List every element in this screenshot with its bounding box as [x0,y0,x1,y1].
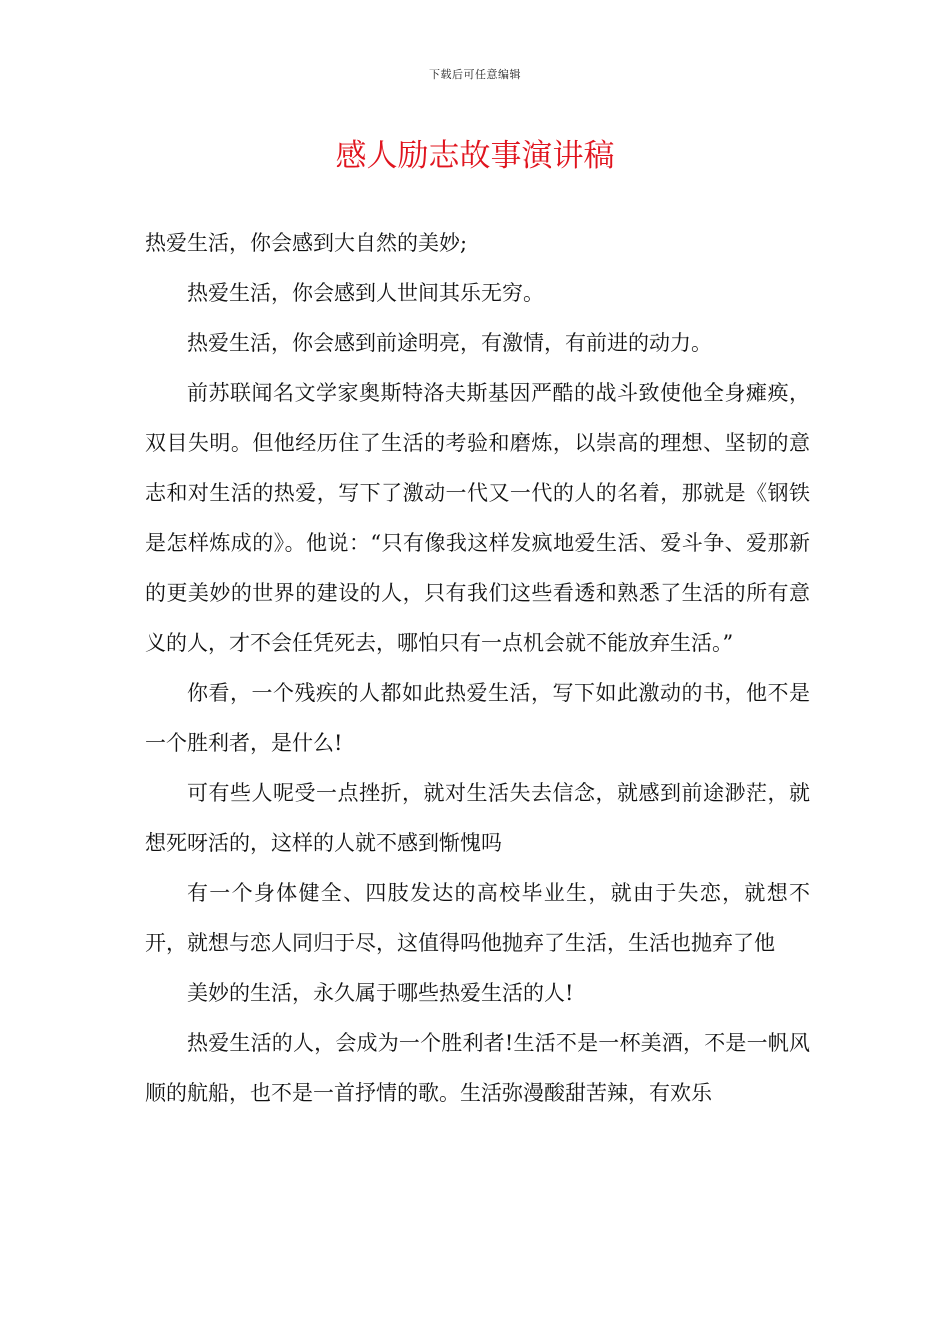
document-body [145,218,810,1118]
paragraph: 热爱生活，你会感到前途明亮，有激情，有前进的动力。 [187,331,712,355]
paragraph: 有一个身体健全、四肢发达的高校毕业生，就由于失恋，就想不开，就想与恋人同归于尽，这值得吗他抛弃了生活，生活也抛弃了他 [145,881,810,955]
header-note: 下载后可任意编辑 [429,68,521,81]
paragraph: 你看，一个残疾的人都如此热爱生活，写下如此激动的书，他不是一个胜利者，是什么! [145,681,810,755]
paragraph: 热爱生活的人，会成为一个胜利者!生活不是一杯美酒，不是一帆风顺的航船，也不是一首抒情的歌。生活弥漫酸甜苦辣，有欢乐 [145,1031,810,1105]
paragraph: 美妙的生活，永久属于哪些热爱生活的人! [187,981,574,1005]
paragraph: 热爱生活，你会感到大自然的美妙; [145,231,468,255]
paragraph: 前苏联闻名文学家奥斯特洛夫斯基因严酷的战斗致使他全身瘫痪，双目失明。但他经历住了生活的考验和磨炼，以崇高的理想、坚韧的意志和对生活的热爱，写下了激动一代又一代的人的名着，那就是《钢铁是怎样炼成的》。他说：“只有像我这样发疯地爱生活、爱斗争、爱那新的更美妙的世界的建设的人，只有我们这些看透和熟悉了生活的所有意义的人，才不会任凭死去，哪怕只有一点机会就不能放弃生活。” [145,381,810,655]
paragraph: 热爱生活，你会感到人世间其乐无穷。 [187,281,544,305]
document-title: 感人励志故事演讲稿 [335,138,615,174]
paragraph: 可有些人呢受一点挫折，就对生活失去信念，就感到前途渺茫，就想死呀活的，这样的人就不感到惭愧吗 [145,781,810,855]
